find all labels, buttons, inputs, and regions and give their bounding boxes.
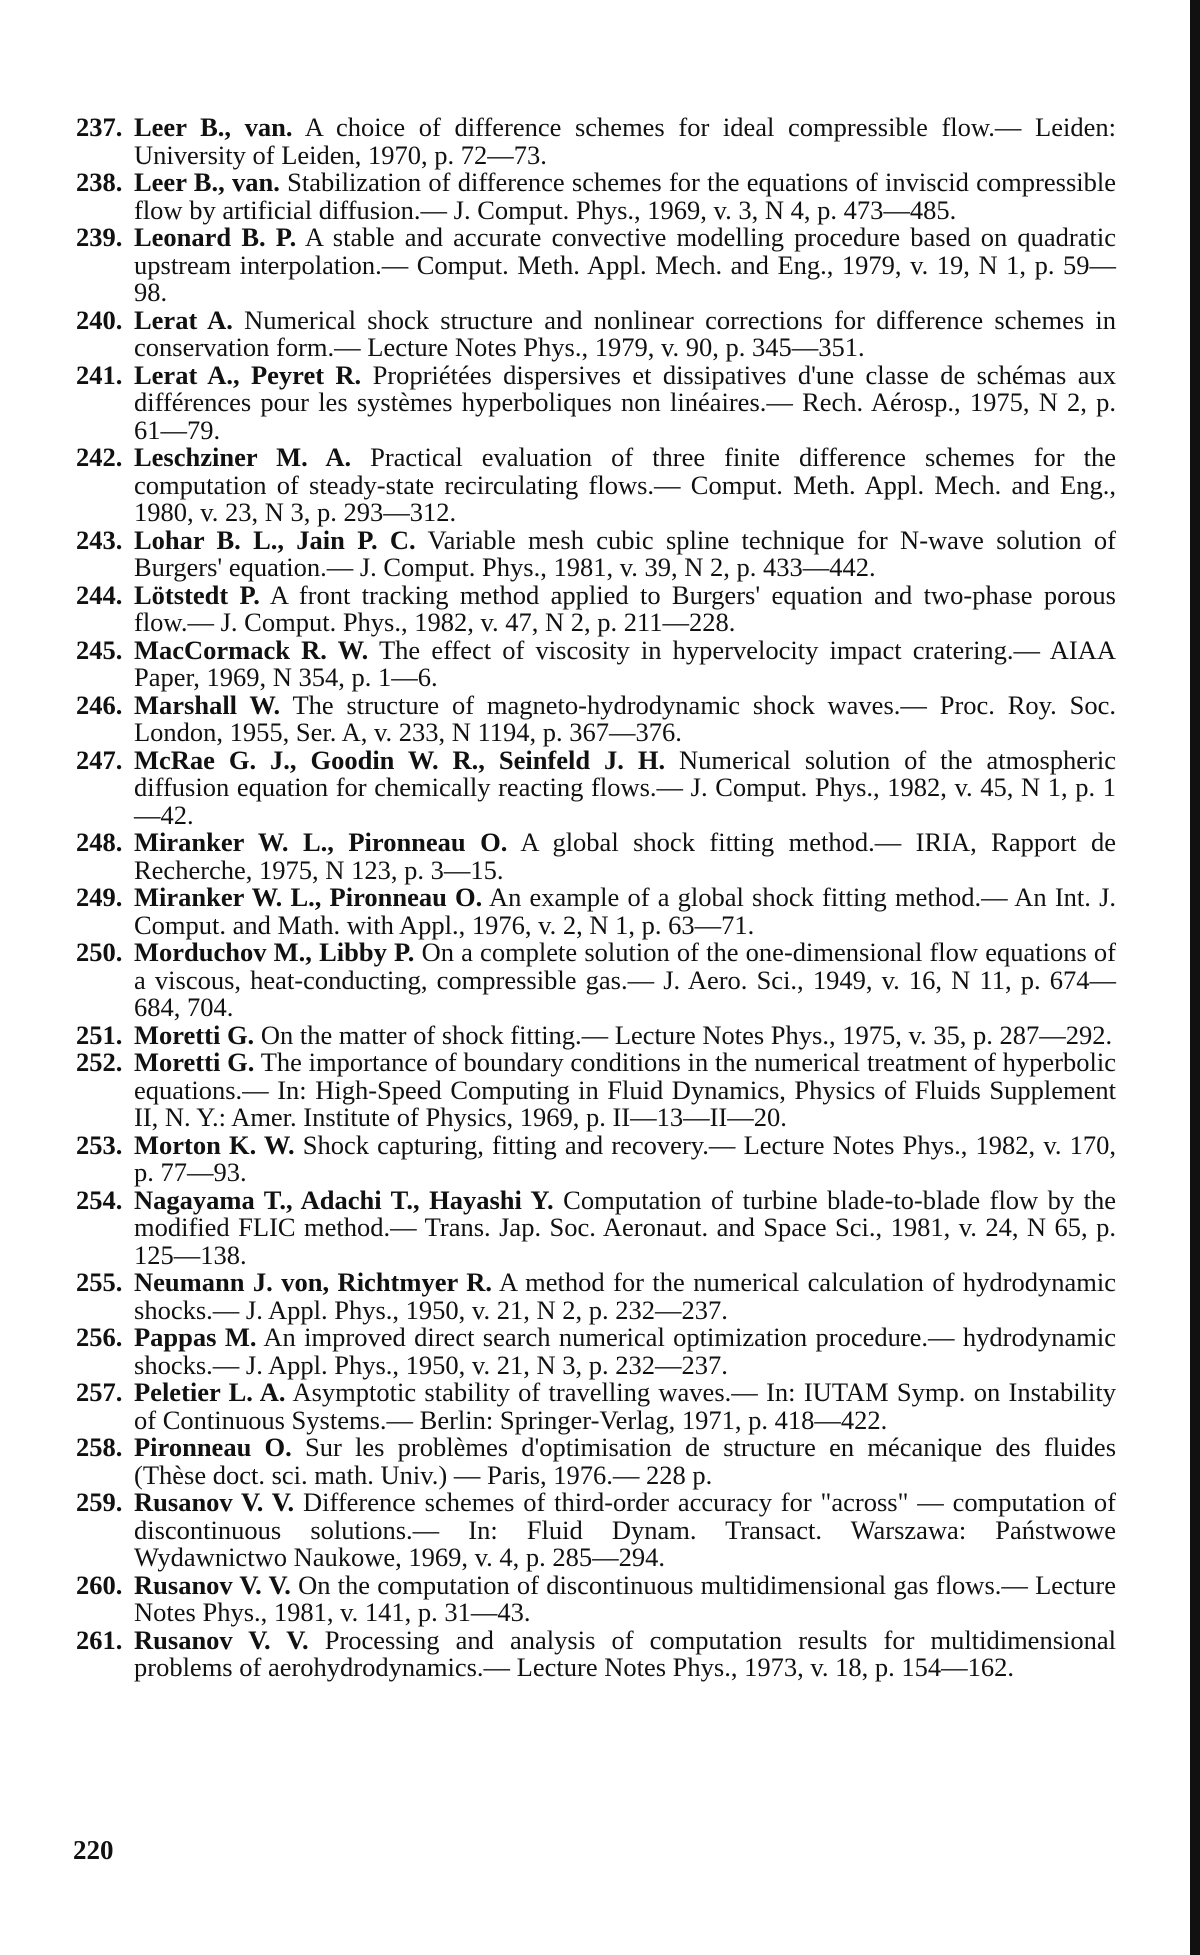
reference-number: 256. — [76, 1322, 123, 1352]
reference-authors: Marshall W. — [134, 689, 281, 720]
reference-authors: Nagayama T., Adachi T., Hayashi Y. — [134, 1184, 554, 1215]
reference-authors: Lerat A., Peyret R. — [134, 359, 362, 390]
reference-text: Numerical shock structure and nonlinear corrections for difference schemes in conservation form.— Lecture Notes Phys., 1979, v. 90, p. 345—351. — [134, 304, 1117, 362]
reference-authors: Leer B., van. — [134, 112, 293, 142]
reference-item — [76, 939, 1116, 1022]
reference-number: 261. — [76, 1624, 123, 1655]
reference-authors: Rusanov V. V. — [134, 1569, 291, 1600]
reference-authors: Rusanov V. V. — [134, 1487, 295, 1517]
reference-number: 248. — [76, 827, 123, 857]
reference-number: 251. — [76, 1019, 123, 1050]
reference-body — [134, 304, 1117, 362]
reference-authors: Lohar B. L., Jain P. C. — [134, 524, 416, 555]
reference-body — [134, 939, 1116, 1022]
reference-authors: Pappas M. — [134, 1322, 257, 1352]
reference-item — [76, 1624, 1116, 1682]
reference-item — [76, 579, 1116, 637]
reference-item — [76, 1434, 1116, 1489]
reference-authors: Moretti G. — [134, 1047, 255, 1077]
reference-text: An improved direct search numerical optimization procedure.— hydrodynamic shocks.— J. Appl. Phys., 1950, v. 21, N 3, p. 232—237. — [134, 1322, 1117, 1380]
reference-body — [134, 689, 1117, 747]
reference-item — [76, 829, 1116, 884]
reference-authors: MacCormack R. W. — [134, 634, 369, 665]
reference-text: The effect of viscosity in hypervelocity impact cratering.— AIAA Paper, 1969, N 354, p. 1—6. — [134, 634, 1116, 692]
reference-number: 239. — [76, 222, 123, 252]
reference-authors: Miranker W. L., Pironneau O. — [134, 827, 508, 857]
reference-item — [76, 884, 1116, 939]
reference-number: 240. — [76, 304, 123, 335]
reference-number: 242. — [76, 442, 123, 472]
page-edge-shadow — [1190, 0, 1200, 1955]
reference-text: A global shock fitting method.— IRIA, Rapport de Recherche, 1975, N 123, p. 3—15. — [134, 827, 1116, 885]
reference-item — [76, 1184, 1117, 1270]
reference-item — [76, 304, 1117, 362]
reference-authors: Leer B., van. — [134, 167, 280, 197]
reference-number: 247. — [76, 744, 123, 775]
reference-text: On the matter of shock fitting.— Lecture Notes Phys., 1975, v. 35, p. 287—292. — [260, 1019, 1113, 1050]
reference-text: Difference schemes of third-order accuracy for "across" — computation of discontinuous solutions.— In: Fluid Dynam. Transact. Warszawa: Państwowe Wydawnictwo Naukowe, 1969, v. 4, p. 285—294. — [134, 1487, 1117, 1572]
reference-body — [134, 1184, 1117, 1270]
reference-body — [134, 224, 1116, 307]
reference-text: The importance of boundary conditions in the numerical treatment of hyperbolic equations.— In: High-Speed Computing in Fluid Dynamics, Physics of Fluids Supplement II, N. Y.: Amer. Institute of Physics, 1969, p. II—13—II—20. — [134, 1047, 1116, 1132]
reference-item — [76, 1379, 1116, 1434]
reference-number: 238. — [76, 167, 123, 197]
reference-item — [76, 689, 1117, 747]
reference-authors: Pironneau O. — [134, 1432, 292, 1462]
reference-authors: Morton K. W. — [134, 1129, 295, 1160]
reference-body — [134, 579, 1116, 637]
reference-text: The structure of magneto-hydrodynamic shock waves.— Proc. Roy. Soc. London, 1955, Ser. A, v. 233, N 1194, p. 367—376. — [134, 689, 1117, 747]
reference-text: Sur les problèmes d'optimisation de structure en mécanique des fluides (Thèse doct. sci. math. Univ.) — Paris, 1976.— 228 p. — [134, 1432, 1117, 1490]
reference-text: Variable mesh cubic spline technique for N-wave solution of Burgers' equation.— J. Comput. Phys., 1981, v. 39, N 2, p. 433—442. — [134, 524, 1116, 582]
reference-text: Propriétées dispersives et dissipatives d'une classe de schémas aux différences pour les systèmes hyperboliques non linéaires.— Rech. Aérosp., 1975, N 2, p. 61—79. — [134, 359, 1117, 445]
reference-body — [134, 524, 1116, 582]
reference-body — [134, 1019, 1116, 1050]
reference-item — [76, 1049, 1116, 1132]
reference-item — [76, 634, 1116, 692]
reference-item — [76, 1269, 1116, 1324]
reference-text: Shock capturing, fitting and recovery.— Lecture Notes Phys., 1982, v. 170, p. 77—93. — [134, 1129, 1117, 1187]
reference-authors: Lerat A. — [134, 304, 233, 335]
reference-item — [76, 224, 1116, 307]
reference-item — [76, 524, 1116, 582]
reference-authors: Morduchov M., Libby P. — [134, 937, 415, 967]
reference-body — [134, 1569, 1117, 1627]
reference-item — [76, 114, 1116, 169]
reference-number: 250. — [76, 937, 123, 967]
reference-body — [134, 1129, 1117, 1187]
reference-number: 244. — [76, 579, 123, 610]
reference-body — [134, 1269, 1116, 1324]
reference-number: 253. — [76, 1129, 123, 1160]
reference-body — [134, 1434, 1116, 1489]
reference-text: Practical evaluation of three finite difference schemes for the computation of steady-state recirculating flows.— Comput. Meth. Appl. Mech. and Eng., 1980, v. 23, N 3, p. 293—312. — [134, 442, 1116, 527]
reference-text: On a complete solution of the one-dimensional flow equations of a viscous, heat-conducting, compressible gas.— J. Aero. Sci., 1949, v. 16, N 11, p. 674—684, 704. — [134, 937, 1117, 1022]
reference-body — [134, 1049, 1116, 1132]
reference-item — [76, 1489, 1116, 1572]
reference-body — [134, 1324, 1116, 1379]
reference-text: Numerical solution of the atmospheric diffusion equation for chemically reacting flows.— J. Comput. Phys., 1982, v. 45, N 1, p. 1—42. — [134, 744, 1116, 830]
reference-body — [134, 1379, 1116, 1434]
reference-number: 257. — [76, 1377, 123, 1407]
reference-authors: Miranker W. L., Pironneau O. — [134, 882, 483, 912]
reference-number: 252. — [76, 1047, 123, 1077]
reference-text: A front tracking method applied to Burgers' equation and two-phase porous flow.— J. Comput. Phys., 1982, v. 47, N 2, p. 211—228. — [134, 579, 1116, 637]
reference-item — [76, 1129, 1117, 1187]
reference-text: Computation of turbine blade-to-blade flow by the modified FLIC method.— Trans. Jap. Soc. Aeronaut. and Space Sci., 1981, v. 24, N 65, p. 125—138. — [134, 1184, 1117, 1270]
reference-body — [134, 634, 1116, 692]
reference-text: A choice of difference schemes for ideal compressible flow.— Leiden: University of Leiden, 1970, p. 72—73. — [134, 112, 1116, 170]
reference-text: Processing and analysis of computation results for multidimensional problems of aerohydrodynamics.— Lecture Notes Phys., 1973, v. 18, p. 154—162. — [134, 1624, 1116, 1682]
reference-number: 249. — [76, 882, 123, 912]
reference-number: 245. — [76, 634, 123, 665]
reference-number: 241. — [76, 359, 123, 390]
reference-item — [76, 1019, 1116, 1050]
reference-authors: Leschziner M. A. — [134, 442, 352, 472]
reference-authors: Lötstedt P. — [134, 579, 260, 610]
reference-item — [76, 444, 1116, 527]
reference-list — [76, 114, 1116, 1682]
reference-item — [76, 1324, 1116, 1379]
reference-text: Asymptotic stability of travelling waves.— In: IUTAM Symp. on Instability of Continuous Systems.— Berlin: Springer-Verlag, 1971, p. 418—422. — [134, 1377, 1116, 1435]
reference-body — [134, 114, 1116, 169]
reference-number: 254. — [76, 1184, 123, 1215]
reference-text: A stable and accurate convective modelling procedure based on quadratic upstream interpolation.— Comput. Meth. Appl. Mech. and Eng., 1979, v. 19, N 1, p. 59—98. — [134, 222, 1117, 307]
reference-authors: Neumann J. von, Richtmyer R. — [134, 1267, 492, 1297]
reference-text: A method for the numerical calculation of hydrodynamic shocks.— J. Appl. Phys., 1950, v. 21, N 2, p. 232—237. — [134, 1267, 1116, 1325]
reference-item — [76, 169, 1116, 224]
reference-body — [134, 444, 1116, 527]
reference-text: Stabilization of difference schemes for the equations of inviscid compressible flow by artificial diffusion.— J. Comput. Phys., 1969, v. 3, N 4, p. 473—485. — [134, 167, 1116, 225]
reference-body — [134, 829, 1116, 884]
reference-authors: Peletier L. A. — [134, 1377, 286, 1407]
reference-authors: McRae G. J., Goodin W. R., Seinfeld J. H. — [134, 744, 666, 775]
reference-number: 260. — [76, 1569, 123, 1600]
reference-body — [134, 744, 1116, 830]
reference-item — [76, 359, 1117, 445]
reference-authors: Moretti G. — [134, 1019, 255, 1050]
reference-body — [134, 1489, 1116, 1572]
reference-authors: Leonard B. P. — [134, 222, 297, 252]
reference-item — [76, 744, 1116, 830]
reference-number: 258. — [76, 1432, 123, 1462]
page-number: 220 — [73, 1835, 114, 1865]
reference-number: 237. — [76, 112, 123, 142]
reference-body — [134, 884, 1116, 939]
reference-number: 243. — [76, 524, 123, 555]
reference-body — [134, 359, 1117, 445]
reference-number: 246. — [76, 689, 123, 720]
reference-item — [76, 1569, 1117, 1627]
reference-text: An example of a global shock fitting method.— An Int. J. Comput. and Math. with Appl., 1976, v. 2, N 1, p. 63—71. — [134, 882, 1117, 940]
reference-body — [134, 169, 1116, 224]
reference-authors: Rusanov V. V. — [134, 1624, 309, 1655]
reference-text: On the computation of discontinuous multidimensional gas flows.— Lecture Notes Phys., 1981, v. 141, p. 31—43. — [134, 1569, 1117, 1627]
reference-number: 259. — [76, 1487, 123, 1517]
reference-number: 255. — [76, 1267, 123, 1297]
reference-body — [134, 1624, 1116, 1682]
